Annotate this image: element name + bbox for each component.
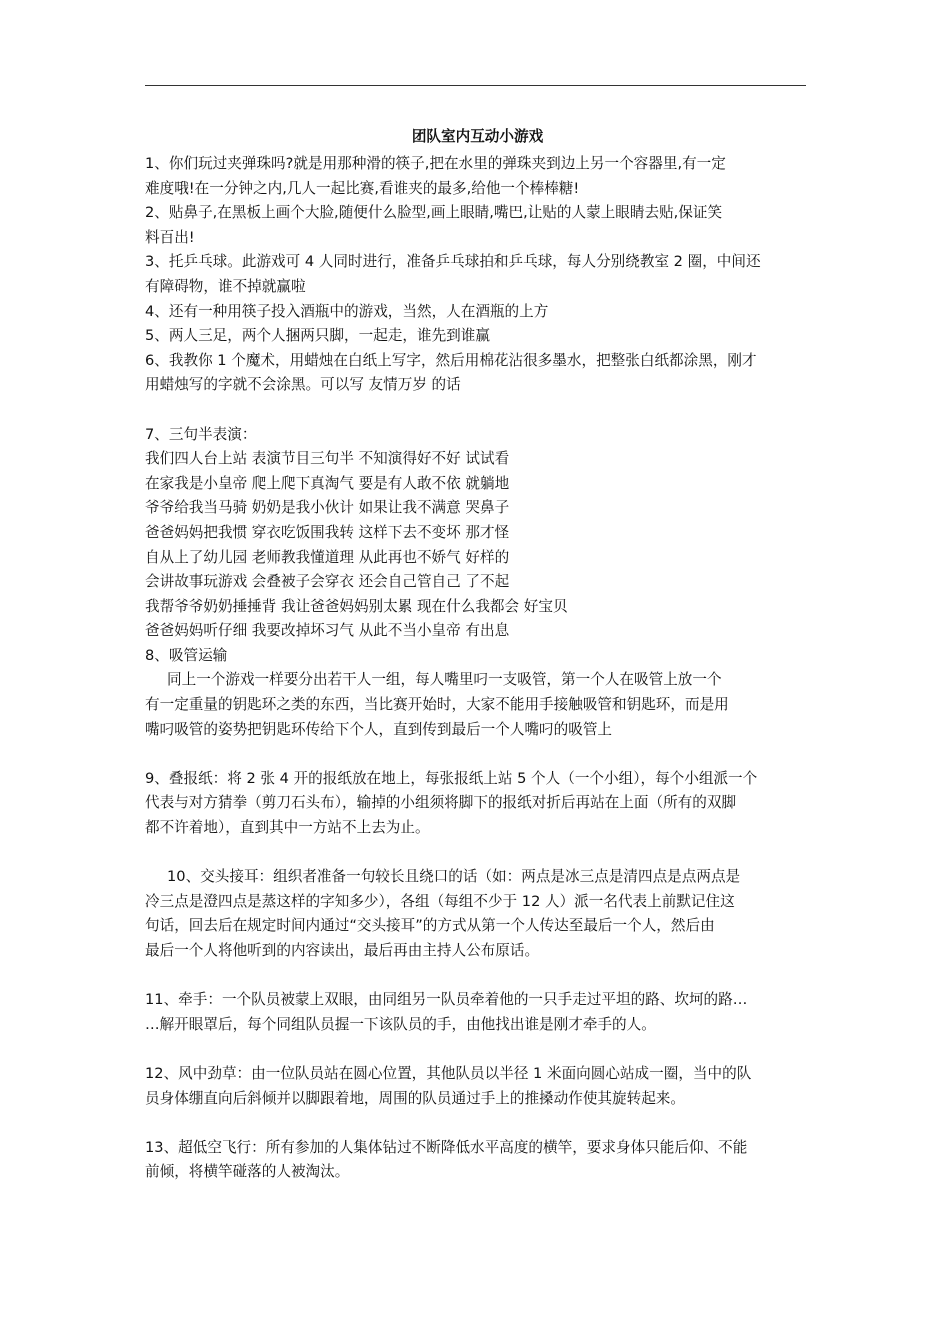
verse-line: 会讲故事玩游戏 会叠被子会穿衣 还会自己管自己 了不起 (145, 573, 510, 591)
verse-line: 我帮爷爷奶奶捶捶背 我让爸爸妈妈别太累 现在什么我都会 好宝贝 (145, 597, 568, 615)
paragraph-gap (145, 398, 810, 423)
paragraph-gap (145, 841, 810, 866)
item-6 (145, 349, 810, 398)
document-page (145, 122, 810, 1185)
item-12 (145, 1062, 810, 1111)
item-4 (145, 300, 810, 325)
header-rule (145, 85, 806, 86)
text-line: 句话，回去后在规定时间内通过“交头接耳”的方式从第一个人传达至最后一个人，然后由 (145, 917, 715, 935)
verse-line: 爸爸妈妈听仔细 我要改掉坏习气 从此不当小皇帝 有出息 (145, 622, 510, 640)
item-9 (145, 767, 810, 841)
text-line: 10、交头接耳：组织者准备一句较长且绕口的话（如：两点是冰三点是清四点是点两点是 (167, 868, 741, 886)
item-10 (145, 865, 810, 963)
verse-line: 爷爷给我当马骑 奶奶是我小伙计 如果让我不满意 哭鼻子 (145, 499, 510, 517)
item-heading: 7、三句半表演： (145, 425, 257, 443)
text-line: 3、托乒乓球。此游戏可 4 人同时进行，准备乒乓球拍和乒乓球，每人分别绕教室 2 圈，中间还 (145, 253, 761, 271)
verse-line: 自从上了幼儿园 老师教我懂道理 从此再也不娇气 好样的 (145, 548, 510, 566)
item-3 (145, 250, 810, 299)
text-line: 用蜡烛写的字就不会涂黑。可以写 友情万岁 的话 (145, 376, 461, 394)
text-line: 2、贴鼻子,在黑板上画个大脸,随便什么脸型,画上眼睛,嘴巴,让贴的人蒙上眼睛去贴,保证笑 (145, 204, 723, 222)
text-line: 前倾，将横竿碰落的人被淘汰。 (145, 1163, 350, 1181)
item-11 (145, 988, 810, 1037)
text-line: 1、你们玩过夹弹珠吗?就是用那种滑的筷子,把在水里的弹珠夹到边上另一个容器里,有一定 (145, 155, 726, 172)
text-line: 4、还有一种用筷子投入酒瓶中的游戏，当然，人在酒瓶的上方 (145, 302, 549, 320)
text-line: …解开眼罩后，每个同组队员握一下该队员的手，由他找出谁是刚才牵手的人。 (145, 1015, 656, 1033)
text-line: 代表与对方猜拳（剪刀石头布），输掉的小组须将脚下的报纸对折后再站在上面（所有的双脚 (145, 794, 737, 812)
document-title: 团队室内互动小游戏 (411, 128, 544, 145)
item-7 (145, 423, 810, 644)
text-line: 冷三点是澄四点是蒸这样的字知多少），各组（每组不少于 12 人）派一名代表上前默记住这 (145, 892, 735, 910)
item-2 (145, 201, 810, 250)
text-line: 11、牵手：一个队员被蒙上双眼，由同组另一队员牵着他的一只手走过平坦的路、坎坷的路… (145, 991, 748, 1009)
verse-line: 在家我是小皇帝 爬上爬下真淘气 要是有人敢不依 就躺地 (145, 474, 510, 492)
text-line: 13、超低空飞行：所有参加的人集体钻过不断降低水平高度的横竿，要求身体只能后仰、不能 (145, 1138, 748, 1156)
paragraph-gap (145, 964, 810, 989)
text-line: 同上一个游戏一样要分出若干人一组，每人嘴里叼一支吸管，第一个人在吸管上放一个 (167, 671, 722, 689)
text-line: 12、风中劲草：由一位队员站在圆心位置，其他队员以半径 1 米面向圆心站成一圈，当中的队 (145, 1064, 752, 1082)
paragraph-gap (145, 742, 810, 767)
text-line: 有障碍物，谁不掉就赢啦 (145, 277, 306, 295)
paragraph-gap (145, 1111, 810, 1136)
item-8 (145, 644, 810, 742)
item-heading: 8、吸管运输 (145, 646, 228, 664)
text-line: 嘴叼吸管的姿势把钥匙环传给下个人，直到传到最后一个人嘴叼的吸管上 (145, 720, 613, 738)
verse-line: 爸爸妈妈把我惯 穿衣吃饭围我转 这样下去不变坏 那才怪 (145, 523, 510, 541)
item-1 (145, 152, 810, 201)
text-line: 5、两人三足，两个人捆两只脚，一起走，谁先到谁赢 (145, 327, 490, 345)
verse-line: 我们四人台上站 表演节目三句半 不知演得好不好 试试看 (145, 450, 510, 468)
paragraph-gap (145, 1037, 810, 1062)
item-5 (145, 324, 810, 349)
text-line: 9、叠报纸：将 2 张 4 开的报纸放在地上，每张报纸上站 5 个人（一个小组），每个小组派一个 (145, 769, 758, 787)
item-13 (145, 1136, 810, 1185)
text-line: 料百出! (145, 228, 195, 246)
text-line: 难度哦!在一分钟之内,几人一起比赛,看谁夹的最多,给他一个棒棒糖! (145, 179, 580, 197)
text-line: 最后一个人将他听到的内容读出，最后再由主持人公布原话。 (145, 942, 540, 959)
text-line: 6、我教你 1 个魔术，用蜡烛在白纸上写字，然后用棉花沾很多墨水，把整张白纸都涂黑，刚才 (145, 351, 757, 369)
text-line: 有一定重量的钥匙环之类的东西，当比赛开始时，大家不能用手接触吸管和钥匙环，而是用 (145, 696, 729, 714)
text-line: 都不许着地），直到其中一方站不上去为止。 (145, 819, 430, 837)
text-line: 员身体绷直向后斜倾并以脚跟着地，周围的队员通过手上的推搡动作使其旋转起来。 (145, 1089, 685, 1107)
